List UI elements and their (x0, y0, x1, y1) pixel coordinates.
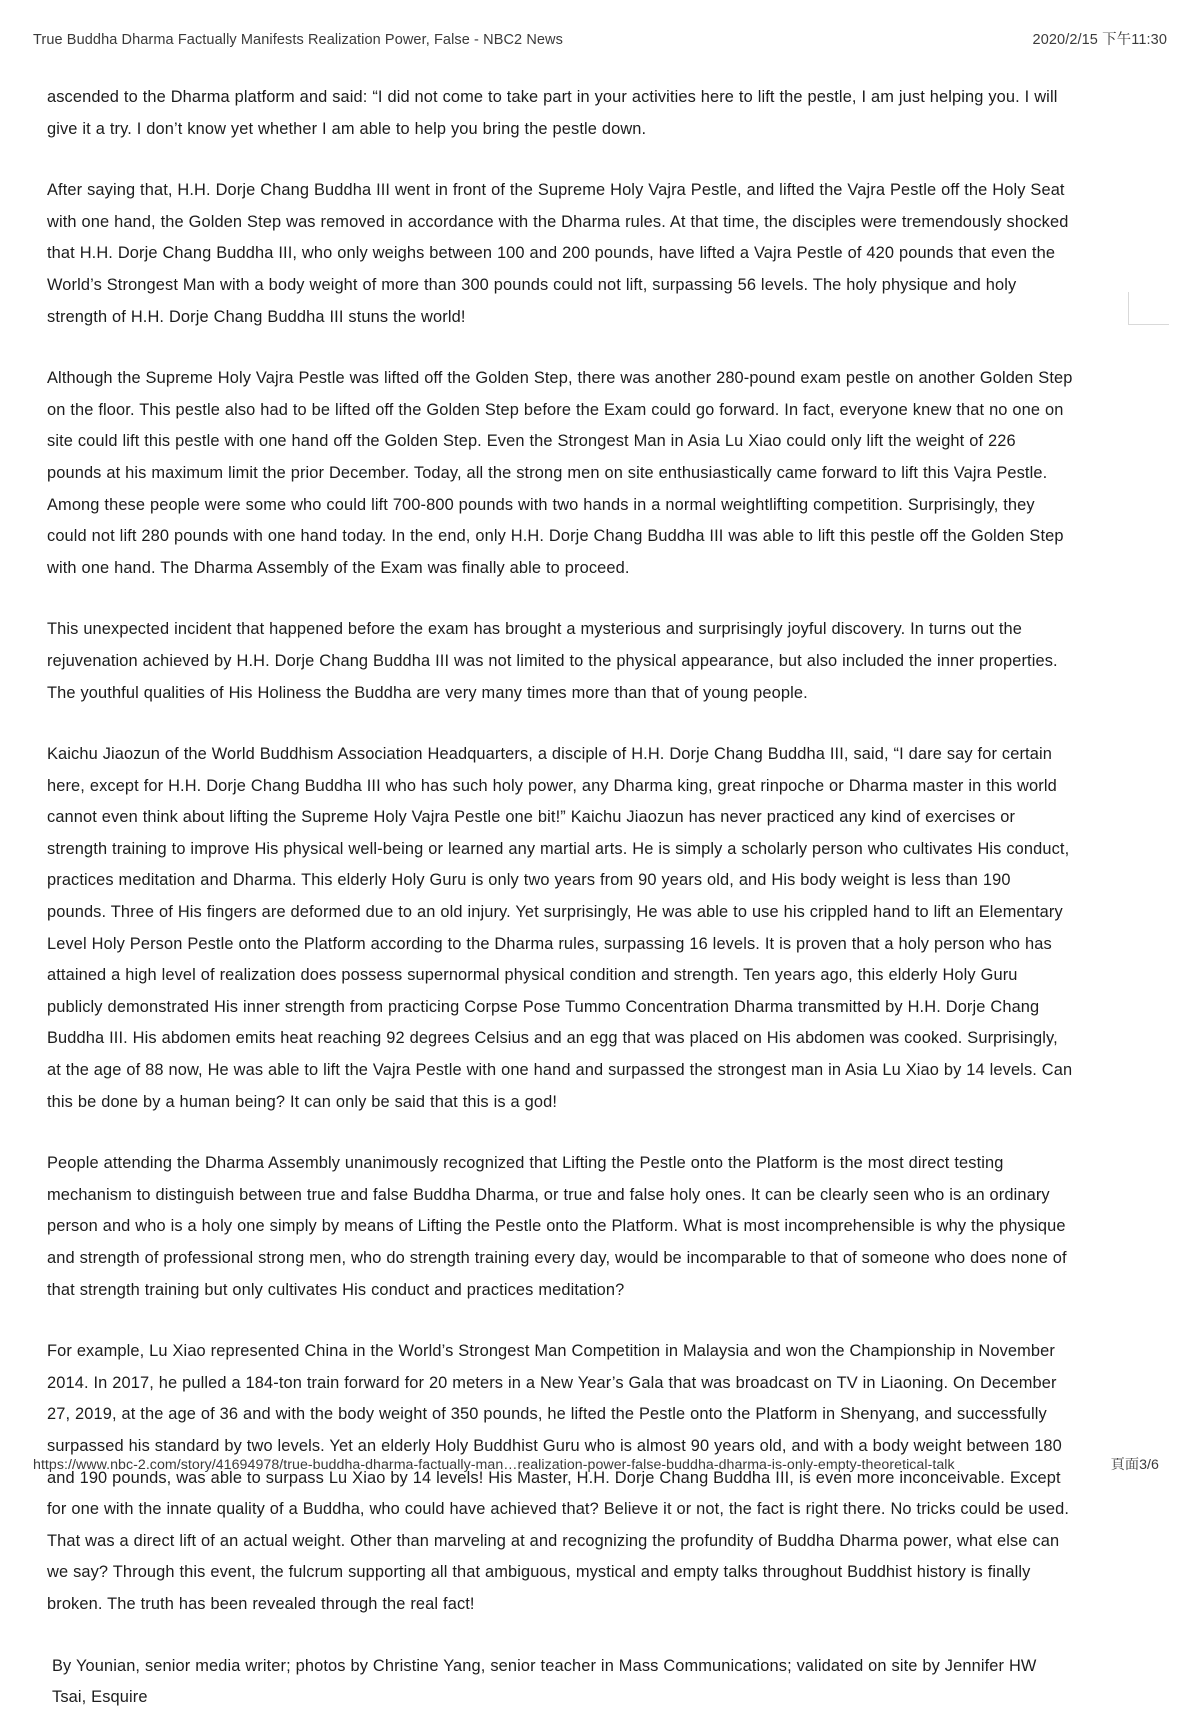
print-footer-url: https://www.nbc-2.com/story/41694978/true-buddha-dharma-factually-man…realization-power-false-buddha-dharma-is-only-empty-theoretical-talk (33, 1457, 955, 1473)
article-paragraph: This unexpected incident that happened before the exam has brought a mysterious and surprisingly joyful discovery. In turns out the rejuvenation achieved by H.H. Dorje Chang Buddha III was not limited to the physical appearance, but also included the inner properties. The youthful qualities of His Holiness the Buddha are very many times more than that of young people. (47, 620, 1058, 702)
page-edge-artifact (1128, 292, 1169, 325)
article-paragraph: ascended to the Dharma platform and said: “I did not come to take part in your activities here to lift the pestle, I am just helping you. I will give it a try. I don’t know yet whether I am able to help you bring the pestle down. (47, 88, 1058, 138)
print-header (33, 30, 1167, 52)
article-paragraph: Although the Supreme Holy Vajra Pestle was lifted off the Golden Step, there was another 280-pound exam pestle on another Golden Step on the floor. This pestle also had to be lifted off the Golden Step before the Exam could go forward. In fact, everyone knew that no one on site could lift this pestle with one hand off the Golden Step. Even the Strongest Man in Asia Lu Xiao could only lift the weight of 226 pounds at his maximum limit the prior December. Today, all the strong men on site enthusiastically came forward to lift this Vajra Pestle. Among these people were some who could lift 700-800 pounds with two hands in a normal weightlifting competition. Surprisingly, they could not lift 280 pounds with one hand today. In the end, only H.H. Dorje Chang Buddha III was able to lift this pestle off the Golden Step with one hand. The Dharma Assembly of the Exam was finally able to proceed. (47, 369, 1073, 577)
print-footer-page-number: 頁面3/6 (1110, 1457, 1159, 1473)
print-footer (33, 1455, 1167, 1477)
article-byline: By Younian, senior media writer; photos by Christine Yang, senior teacher in Mass Communications; validated on site by Jennifer HW Tsai, Esquire (52, 1656, 1037, 1707)
article-paragraph: For example, Lu Xiao represented China in the World’s Strongest Man Competition in Malaysia and won the Championship in November 2014. In 2017, he pulled a 184-ton train forward for 20 meters in a New Year’s Gala that was broadcast on TV in Liaoning. On December 27, 2019, at the age of 36 and with the body weight of 350 pounds, he lifted the Pestle onto the Platform in Shenyang, and successfully surpassed his standard by two levels. Yet an elderly Holy Buddhist Guru who is almost 90 years old, and with a body weight between 180 and 190 pounds, was able to surpass Lu Xiao by 14 levels! His Master, H.H. Dorje Chang Buddha III, is even more inconceivable. Except for one with the innate quality of a Buddha, who could have achieved that? Believe it or not, the fact is right there. No tricks could be used. That was a direct lift of an actual weight. Other than marveling at and recognizing the profundity of Buddha Dharma power, what else can we say? Through this event, the fulcrum supporting all that ambiguous, mystical and empty talks throughout Buddhist history is finally broken. The truth has been revealed through the real fact! (47, 1342, 1070, 1613)
print-header-title: True Buddha Dharma Factually Manifests Realization Power, False - NBC2 News (33, 32, 563, 48)
article-paragraph: People attending the Dharma Assembly unanimously recognized that Lifting the Pestle onto the Platform is the most direct testing mechanism to distinguish between true and false Buddha Dharma, or true and false holy ones. It can be clearly seen who is an ordinary person and who is a holy one simply by means of Lifting the Pestle onto the Platform. What is most incomprehensible is why the physique and strength of professional strong men, who do strength training every day, would be incomparable to that of someone who does none of that strength training but only cultivates His conduct and practices meditation? (47, 1154, 1067, 1299)
print-header-timestamp: 2020/2/15 下午11:30 (1032, 32, 1167, 48)
article-paragraph: Kaichu Jiaozun of the World Buddhism Association Headquarters, a disciple of H.H. Dorje Chang Buddha III, said, “I dare say for certain here, except for H.H. Dorje Chang Buddha III who has such holy power, any Dharma king, great rinpoche or Dharma master in this world cannot even think about lifting the Supreme Holy Vajra Pestle one bit!” Kaichu Jiaozun has never practiced any kind of exercises or strength training to improve His physical well-being or learned any martial arts. He is simply a scholarly person who cultivates His conduct, practices meditation and Dharma. This elderly Holy Guru is only two years from 90 years old, and His body weight is less than 190 pounds. Three of His fingers are deformed due to an old injury. Yet surprisingly, He was able to use his crippled hand to lift an Elementary Level Holy Person Pestle onto the Platform according to the Dharma rules, surpassing 16 levels. It is proven that a holy person who has attained a high level of realization does possess supernormal physical condition and strength. Ten years ago, this elderly Holy Guru publicly demonstrated His inner strength from practicing Corpse Pose Tummo Concentration Dharma transmitted by H.H. Dorje Chang Buddha III. His abdomen emits heat reaching 92 degrees Celsius and an egg that was placed on His abdomen was cooked. Surprisingly, at the age of 88 now, He was able to lift the Vajra Pestle with one hand and surpassed the strongest man in Asia Lu Xiao by 14 levels. Can this be done by a human being? It can only be said that this is a god! (47, 745, 1073, 1111)
article-paragraph: After saying that, H.H. Dorje Chang Buddha III went in front of the Supreme Holy Vajra Pestle, and lifted the Vajra Pestle off the Holy Seat with one hand, the Golden Step was removed in accordance with the Dharma rules. At that time, the disciples were tremendously shocked that H.H. Dorje Chang Buddha III, who only weighs between 100 and 200 pounds, have lifted a Vajra Pestle of 420 pounds that even the World’s Strongest Man with a body weight of more than 300 pounds could not lift, surpassing 56 levels. The holy physique and holy strength of H.H. Dorje Chang Buddha III stuns the world! (47, 181, 1069, 326)
